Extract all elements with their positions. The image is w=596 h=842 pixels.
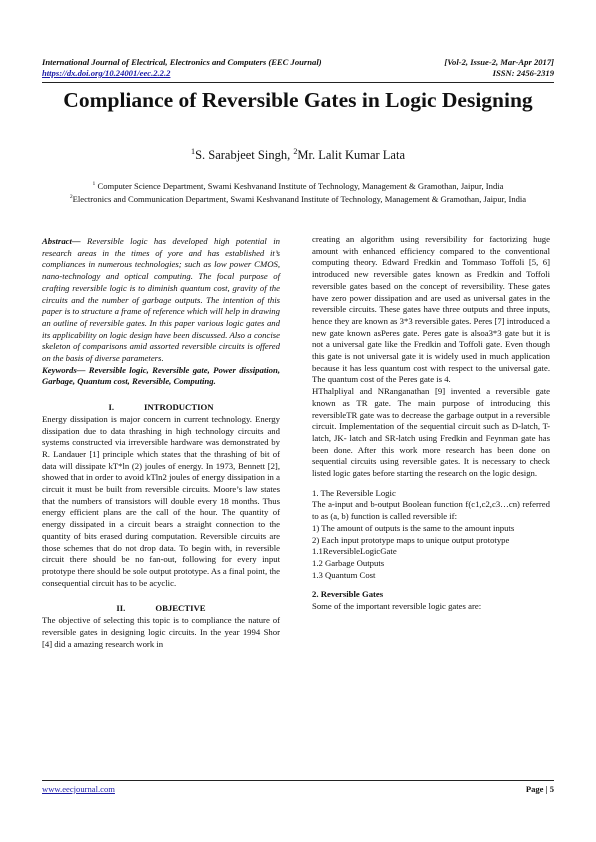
paragraph: HThalpliyal and NRanganathan [9] invented a reversible gate known as TR gate. The main purpose of introducing this reversibleTR gate was to decrease the garbage output in a reversible circuit. Implementation of the sequential circuit such as D-latch, T-latch, JK- latch and SR-latch using Fredkin and Feynman gate has been done. After this work more research has been done on sequential circuits using reversible gates. It is necessary to check listed logic gates before starting the research on the logic design.	[312, 386, 550, 479]
author-1-sup: 1	[191, 146, 196, 156]
paragraph: creating an algorithm using reversibility for factorizing huge amount with enhanced efficiency compared to the conventional computing theory. Edward Fredkin and Tommaso Toffoli [5, 6] introduced new reversible gates known as Fredkin and Toffoli reversible gates based on the concept of reversibility. These gates have zero power dissipation and are used as universal gates in the reversible circuits. These gates have three outputs and three inputs, hence they are known as 3*3 reversible gates. Peres [7] introduced a new gate known asPeres gate. Peres gate is alsoa3*3 gate but it is not a universal gate like the Fredkin and Toffoli gate. Even though this gate is not universal gate it is widely used in much application because it has less quantum cost with respect to the universal gate. The quantum cost of the Peres gate is 4.	[312, 234, 550, 385]
journal-website-link[interactable]: www.eecjournal.com	[42, 784, 115, 794]
running-header	[42, 57, 554, 79]
affil-1: Computer Science Department, Swami Keshvanand Institute of Technology, Management & Gramothan, Jaipur, India	[95, 181, 504, 191]
condition-1: 1) The amount of outputs is the same to the amount inputs	[312, 522, 515, 533]
doi-link[interactable]: https://dx.doi.org/10.24001/eec.2.2.2	[42, 68, 171, 78]
objective-text: The objective of selecting this topic is to compliance the nature of reversible gates in designing logic circuits. In the year 1994 Shor [4] did a amazing research work in	[42, 615, 280, 649]
section-heading-objective	[42, 603, 280, 615]
abstract-text: Reversible logic has developed high potential in research areas in the times of yore and has established it’s compliances in numerous technologies; such as low power CMOS, nano-technology and optical computing. The focal purpose of crafting reversible logic is to diminish quantum cost, gravity of the circuits and the number of garbage outputs. The intention of this paper is to structure a frame of reference which will help in drawing an outline of reversible gates. In this paper various logic gates and its applicability on logic design have been discussed. Also a concise skeleton of comparisons amid assorted reversible circuits is offered on the basis of diverse parameters.	[42, 236, 280, 364]
list-heading: 1. The Reversible Logic	[312, 487, 396, 498]
affil-2-sup: 2	[69, 193, 73, 200]
paragraph: The a-input and b-output Boolean function f(c1,c2,c3…cn) referred to as (a, b) function is called reversible if:	[312, 499, 550, 522]
reversible-gates-heading: 2. Reversible Gates	[312, 589, 384, 600]
section-number: I.	[108, 402, 115, 413]
author-2: Mr. Lalit Kumar Lata	[297, 148, 405, 162]
keywords-text: Reversible logic, Reversible gate, Power dissipation, Garbage, Quantum cost, Reversible, Computing.	[42, 364, 280, 387]
footer	[42, 784, 554, 794]
author-2-sup: 2	[293, 146, 298, 156]
condition-2: 2) Each input prototype maps to unique output prototype	[312, 534, 510, 545]
author-1: S. Sarabjeet Singh,	[195, 148, 294, 162]
journal-name: International Journal of Electrical, Electronics and Computers (EEC Journal)	[42, 57, 322, 67]
affil-1-sup: 1	[92, 181, 96, 188]
introduction-text: Energy dissipation is major concern in current technology. Energy dissipation due to data thrashing in high technology circuits and systems constructed via irreversible hardware was demonstrated by R. Landauer [1] principle which states that the thrashing of bit of data will dissipate kT*ln (2) joules of energy. In 1973, Bennett [2], showed that in order to avoid kTln2 joules of energy dissipation in a circuit it must be built from reversible circuits. Moore’s law states that the numbers of transistors will double every 18 months. Thus energy efficient plans are the call of the hour. The quantity of energy dissipated in a circuit bears a straight connection to the quantity of bits erased during computation. Reversible circuits are those schemes that do not drop data. To begin with, in reversible circuit there should be no fan-out, following for every input prototype there should be sole output prototype. As a final point, the consequential circuit has to be acyclic.	[42, 413, 280, 588]
paragraph: Some of the important reversible logic gates are:	[312, 601, 482, 612]
issn: ISSN: 2456-2319	[492, 68, 554, 78]
affil-2: Electronics and Communication Department, Swami Keshvanand Institute of Technology, Management & Gramothan, Jaipur, India	[72, 193, 527, 204]
paper-title: Compliance of Reversible Gates in Logic Designing	[63, 88, 533, 112]
page-number: Page | 5	[525, 784, 554, 794]
affiliations	[40, 180, 556, 205]
keywords	[42, 365, 280, 388]
volume-info: [Vol-2, Issue-2, Mar-Apr 2017]	[444, 57, 554, 67]
footer-divider	[42, 780, 554, 781]
keywords-label: Keywords—	[42, 364, 86, 375]
left-column	[42, 236, 280, 650]
section-title: INTRODUCTION	[144, 402, 214, 413]
abstract-label: Abstract—	[42, 236, 81, 246]
author-line	[40, 148, 556, 163]
right-column	[312, 234, 550, 613]
header-divider	[42, 82, 554, 83]
section-heading-introduction	[42, 402, 280, 414]
abstract	[42, 236, 280, 365]
section-number: II.	[116, 603, 126, 614]
section-title: OBJECTIVE	[155, 603, 206, 614]
subsection-1-2: 1.2 Garbage Outputs	[312, 557, 385, 568]
subsection-1-3: 1.3 Quantum Cost	[312, 569, 376, 580]
subsection-1-1: 1.1ReversibleLogicGate	[312, 546, 397, 557]
